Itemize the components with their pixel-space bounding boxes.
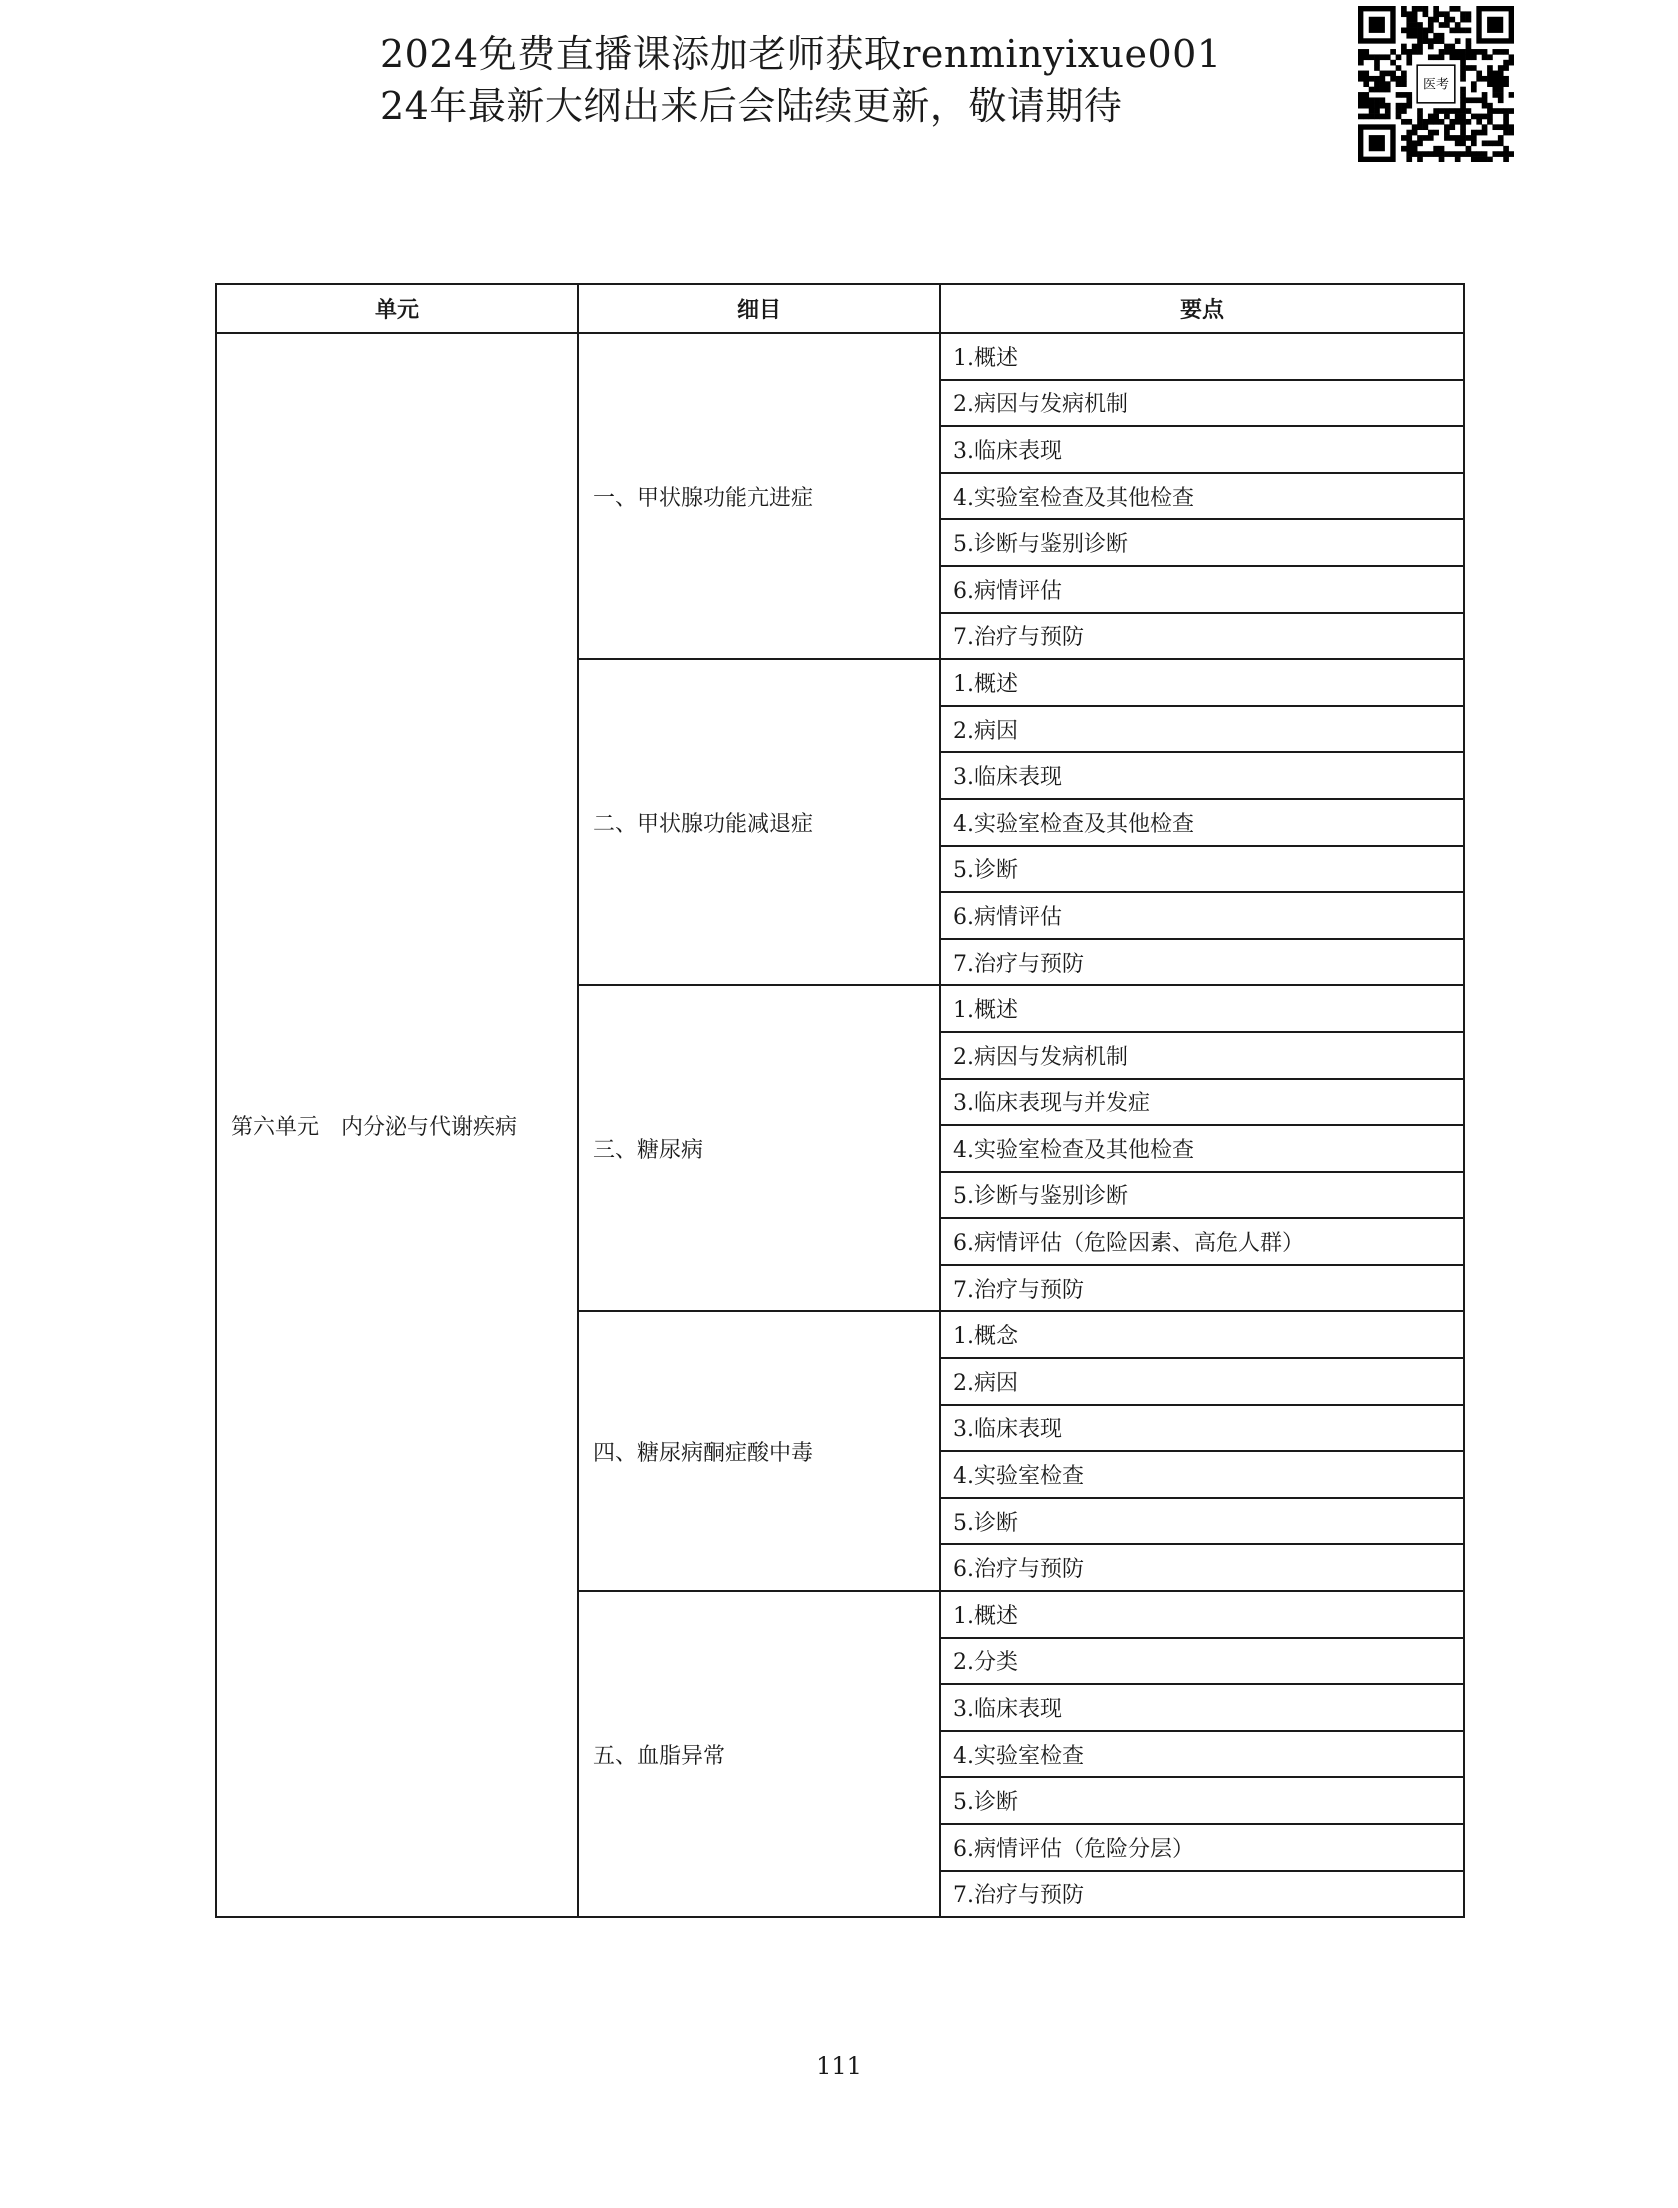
point-cell: 7.治疗与预防: [940, 1871, 1464, 1918]
point-cell: 5.诊断与鉴别诊断: [940, 519, 1464, 566]
point-cell: 1.概述: [940, 333, 1464, 380]
point-cell: 4.实验室检查及其他检查: [940, 1125, 1464, 1172]
point-cell: 3.临床表现: [940, 752, 1464, 799]
point-cell: 6.病情评估: [940, 892, 1464, 939]
point-cell: 1.概述: [940, 1591, 1464, 1638]
point-cell: 3.临床表现与并发症: [940, 1079, 1464, 1126]
point-cell: 2.病因与发病机制: [940, 380, 1464, 427]
promo-header: [380, 28, 1340, 132]
promo-line-2: 24年最新大纲出来后会陆续更新，敬请期待: [380, 84, 1123, 128]
promo-line-1: 2024免费直播课添加老师获取renminyixue001: [380, 32, 1222, 76]
point-cell: 6.病情评估（危险分层）: [940, 1824, 1464, 1871]
point-cell: 4.实验室检查: [940, 1731, 1464, 1778]
header-item: 细目: [578, 284, 940, 333]
point-cell: 5.诊断与鉴别诊断: [940, 1172, 1464, 1219]
item-cell: 一、甲状腺功能亢进症: [578, 333, 940, 659]
item-cell: 二、甲状腺功能减退症: [578, 659, 940, 985]
point-cell: 2.病因: [940, 706, 1464, 753]
page-number: 111: [816, 2052, 862, 2080]
point-cell: 2.病因: [940, 1358, 1464, 1405]
point-cell: 6.治疗与预防: [940, 1544, 1464, 1591]
item-cell: 五、血脂异常: [578, 1591, 940, 1917]
item-cell: 四、糖尿病酮症酸中毒: [578, 1311, 940, 1591]
point-cell: 7.治疗与预防: [940, 939, 1464, 986]
point-cell: 1.概念: [940, 1311, 1464, 1358]
point-cell: 5.诊断: [940, 1777, 1464, 1824]
point-cell: 3.临床表现: [940, 426, 1464, 473]
point-cell: 4.实验室检查及其他检查: [940, 473, 1464, 520]
point-cell: 7.治疗与预防: [940, 1265, 1464, 1312]
item-cell: 三、糖尿病: [578, 985, 940, 1311]
qr-code-icon: [1358, 6, 1514, 162]
point-cell: 3.临床表现: [940, 1684, 1464, 1731]
point-cell: 4.实验室检查: [940, 1451, 1464, 1498]
qr-center-label: 医考: [1422, 77, 1450, 93]
header-point: 要点: [940, 284, 1464, 333]
point-cell: 5.诊断: [940, 846, 1464, 893]
point-cell: 3.临床表现: [940, 1405, 1464, 1452]
table-row: [216, 333, 1464, 380]
point-cell: 2.病因与发病机制: [940, 1032, 1464, 1079]
point-cell: 2.分类: [940, 1638, 1464, 1685]
header-unit: 单元: [216, 284, 578, 333]
point-cell: 1.概述: [940, 985, 1464, 1032]
point-cell: 5.诊断: [940, 1498, 1464, 1545]
point-cell: 1.概述: [940, 659, 1464, 706]
table-header-row: [216, 284, 1464, 333]
point-cell: 7.治疗与预防: [940, 613, 1464, 660]
unit-cell: 第六单元 内分泌与代谢疾病: [216, 333, 578, 1917]
syllabus-table: [215, 283, 1465, 1918]
point-cell: 4.实验室检查及其他检查: [940, 799, 1464, 846]
point-cell: 6.病情评估（危险因素、高危人群）: [940, 1218, 1464, 1265]
point-cell: 6.病情评估: [940, 566, 1464, 613]
table-body: [216, 333, 1464, 1917]
